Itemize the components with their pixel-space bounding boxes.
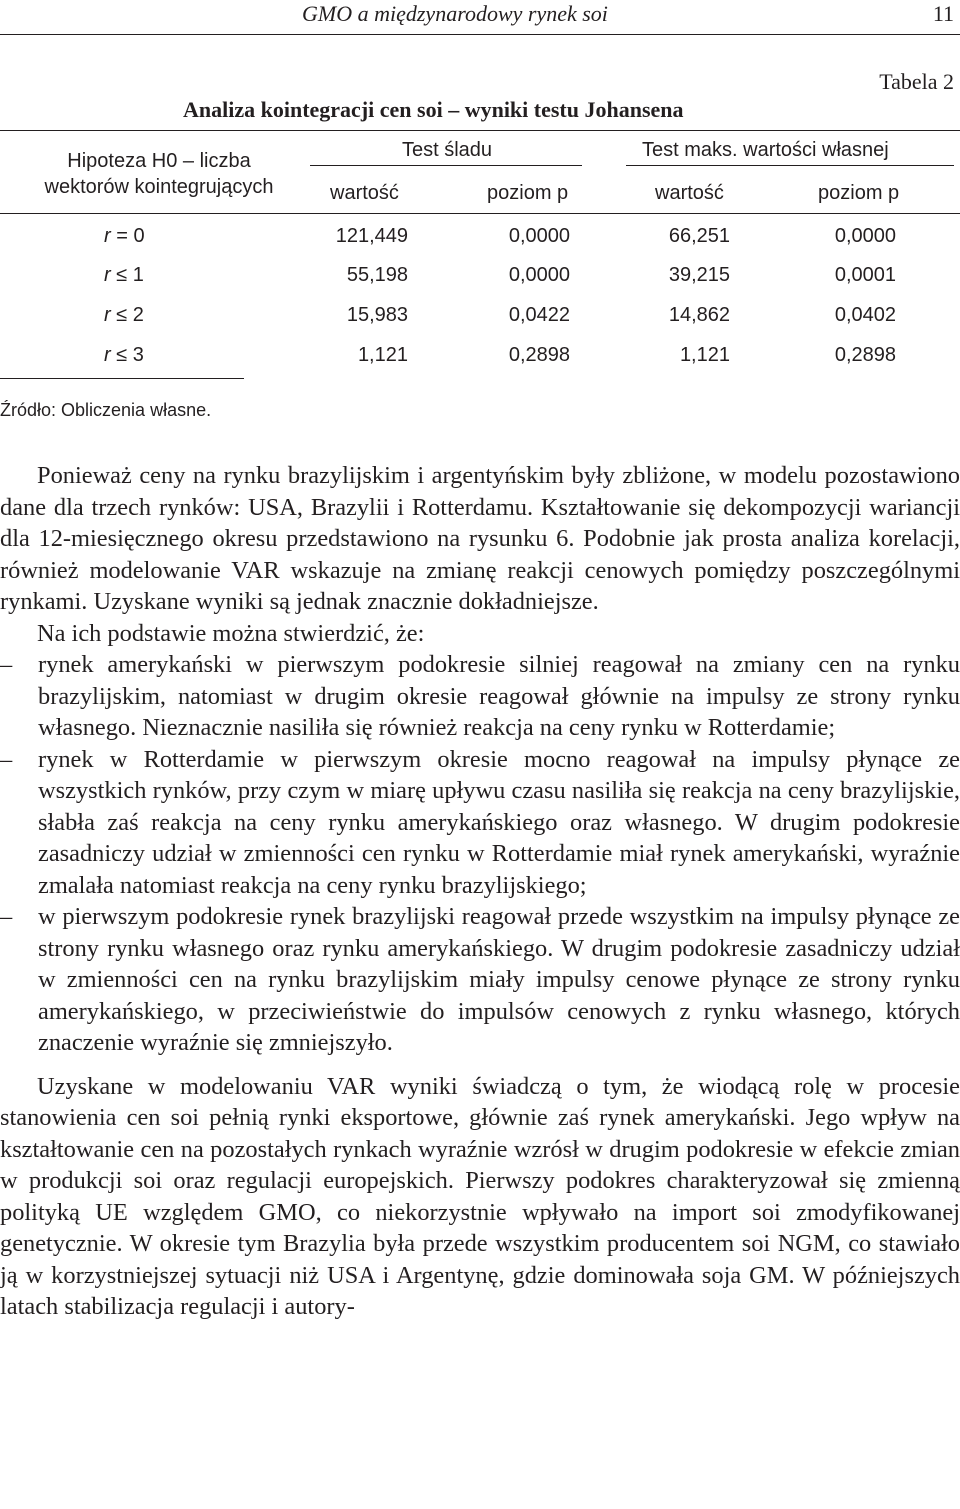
running-title: GMO a międzynarodowy rynek soi [302,1,608,26]
max-value-cell: 1,121 [679,344,730,366]
row-hypothesis: r ≤ 3 [104,344,144,366]
stub-header-line1: Hipoteza H0 – liczba [67,150,251,172]
trace-value-cell: 1,121 [357,344,408,366]
col-header-max-value: wartość [655,182,724,204]
row-hypothesis: r ≤ 2 [104,304,144,326]
trace-p-cell: 0,0000 [508,264,570,286]
dash-marker: – [0,745,13,773]
list-item-text: rynek w Rotterdamie w pierwszym okresie mocno reagował na impulsy płynące ze wszystkich rynków, przy czym w miarę upływu czasu nasiliła się reakcja na ceny brazylijskie, słabła zaś reakcja na ceny rynku amerykańskiego oraz własnego. W drugim podokresie zasadniczy udział w zmienności cen rynku w Rotterdamie miał rynek amerykański, wyraźnie zmalała natomiast reakcja na ceny rynku brazylijskiego; [38,745,960,899]
paragraph: Uzyskane w modelowaniu VAR wyniki świadczą o tym, że wiodącą rolę w procesie stanowienia cen soi pełnią rynki eksportowe, głównie zaś rynek amerykański. Jego wpływ na kształtowanie cen na pozostałych rynkach wyraźnie wzrósł w drugim podokresie w efekcie zmian w produkcji soi oraz regulacji europejskich. Pierwszy podokres charakteryzował się zmienną polityką UE względem GMO, co niekorzystnie wpływało na import soi zmodyfikowanej genetycznie. W okresie tym Brazylia była przede wszystkim producentem soi NGM, co stawiało ją w korzystniejszej sytuacji niż USA i Argentynę, gdzie dominowała soja GM. W późniejszych latach stabilizacja regulacji i autory- [0,1072,960,1320]
page-number: 11 [932,1,954,26]
trace-p-cell: 0,0000 [508,225,570,247]
max-value-cell: 39,215 [668,264,730,286]
list-item [0,649,960,744]
paragraph: Na ich podstawie można stwierdzić, że: [37,619,425,647]
list-item [0,744,960,902]
list-item-text: w pierwszym podokresie rynek brazylijski reagował przede wszystkim na impulsy płynące ze strony rynku własnego oraz rynku amerykańskiego. W drugim podokresie zasadniczy udział w zmienności cen na rynku brazylijskim miały impulsy cenowe płynące ze strony rynku amerykańskiego, w przeciwieństwie do impulsów cenowych z rynku własnego, których znaczenie wyraźnie się zmniejszyło. [38,903,960,1056]
col-header-trace-p: poziom p [487,182,569,204]
source-rule [0,378,244,379]
table-title: Analiza kointegracji cen soi – wyniki testu Johansena [183,97,684,122]
table-top-rule [0,130,960,131]
dash-marker: – [0,903,13,930]
stub-header-line2: wektorów kointegrujących [44,176,274,198]
body-text [0,460,960,1323]
table-label: Tabela 2 [879,69,954,94]
max-value-cell: 14,862 [668,304,730,326]
max-p-cell: 0,0402 [834,304,896,326]
trace-value-cell: 121,449 [335,225,408,247]
table-source: Źródło: Obliczenia własne. [0,400,212,420]
group2-rule [626,165,954,166]
col-header-max-p: poziom p [818,182,900,204]
trace-p-cell: 0,0422 [508,304,570,326]
paragraph: Ponieważ ceny na rynku brazylijskim i argentyńskim były zbliżone, w modelu pozostawiono dane dla trzech rynków: USA, Brazylii i Rotterdamu. Kształtowanie się dekompozycji wariancji dla 12-miesięcznego okresu przedstawiono na rysunku 6. Podobnie jak prosta analiza korelacji, również modelowanie VAR wskazuje na zmianę reakcji cenowych pomiędzy poszczególnymi rynkami. Uzyskane wyniki są jednak znacznie dokładniejsze. [0,462,960,615]
table-header-rule [0,213,960,214]
group-header-trace: Test śladu [402,139,493,161]
trace-value-cell: 55,198 [346,264,408,286]
list-item [0,901,960,1059]
max-value-cell: 66,251 [668,225,730,247]
trace-p-cell: 0,2898 [508,344,570,366]
group-header-max: Test maks. wartości własnej [642,139,889,161]
max-p-cell: 0,2898 [834,344,896,366]
col-header-trace-value: wartość [330,182,399,204]
row-hypothesis: r = 0 [104,225,145,247]
dash-marker: – [0,651,13,678]
running-header [0,0,960,35]
list-item-text: rynek amerykański w pierwszym podokresie silniej reagował na zmiany cen na rynku brazylijskim, natomiast w drugim okresie reagował głównie na impulsy ze strony rynku własnego. Nieznacznie nasiliła się również reakcja na ceny rynku w Rotterdamie; [38,651,960,741]
trace-value-cell: 15,983 [346,304,408,326]
row-hypothesis: r ≤ 1 [104,264,144,286]
max-p-cell: 0,0000 [834,225,896,247]
max-p-cell: 0,0001 [834,264,896,286]
group1-rule [310,165,582,166]
